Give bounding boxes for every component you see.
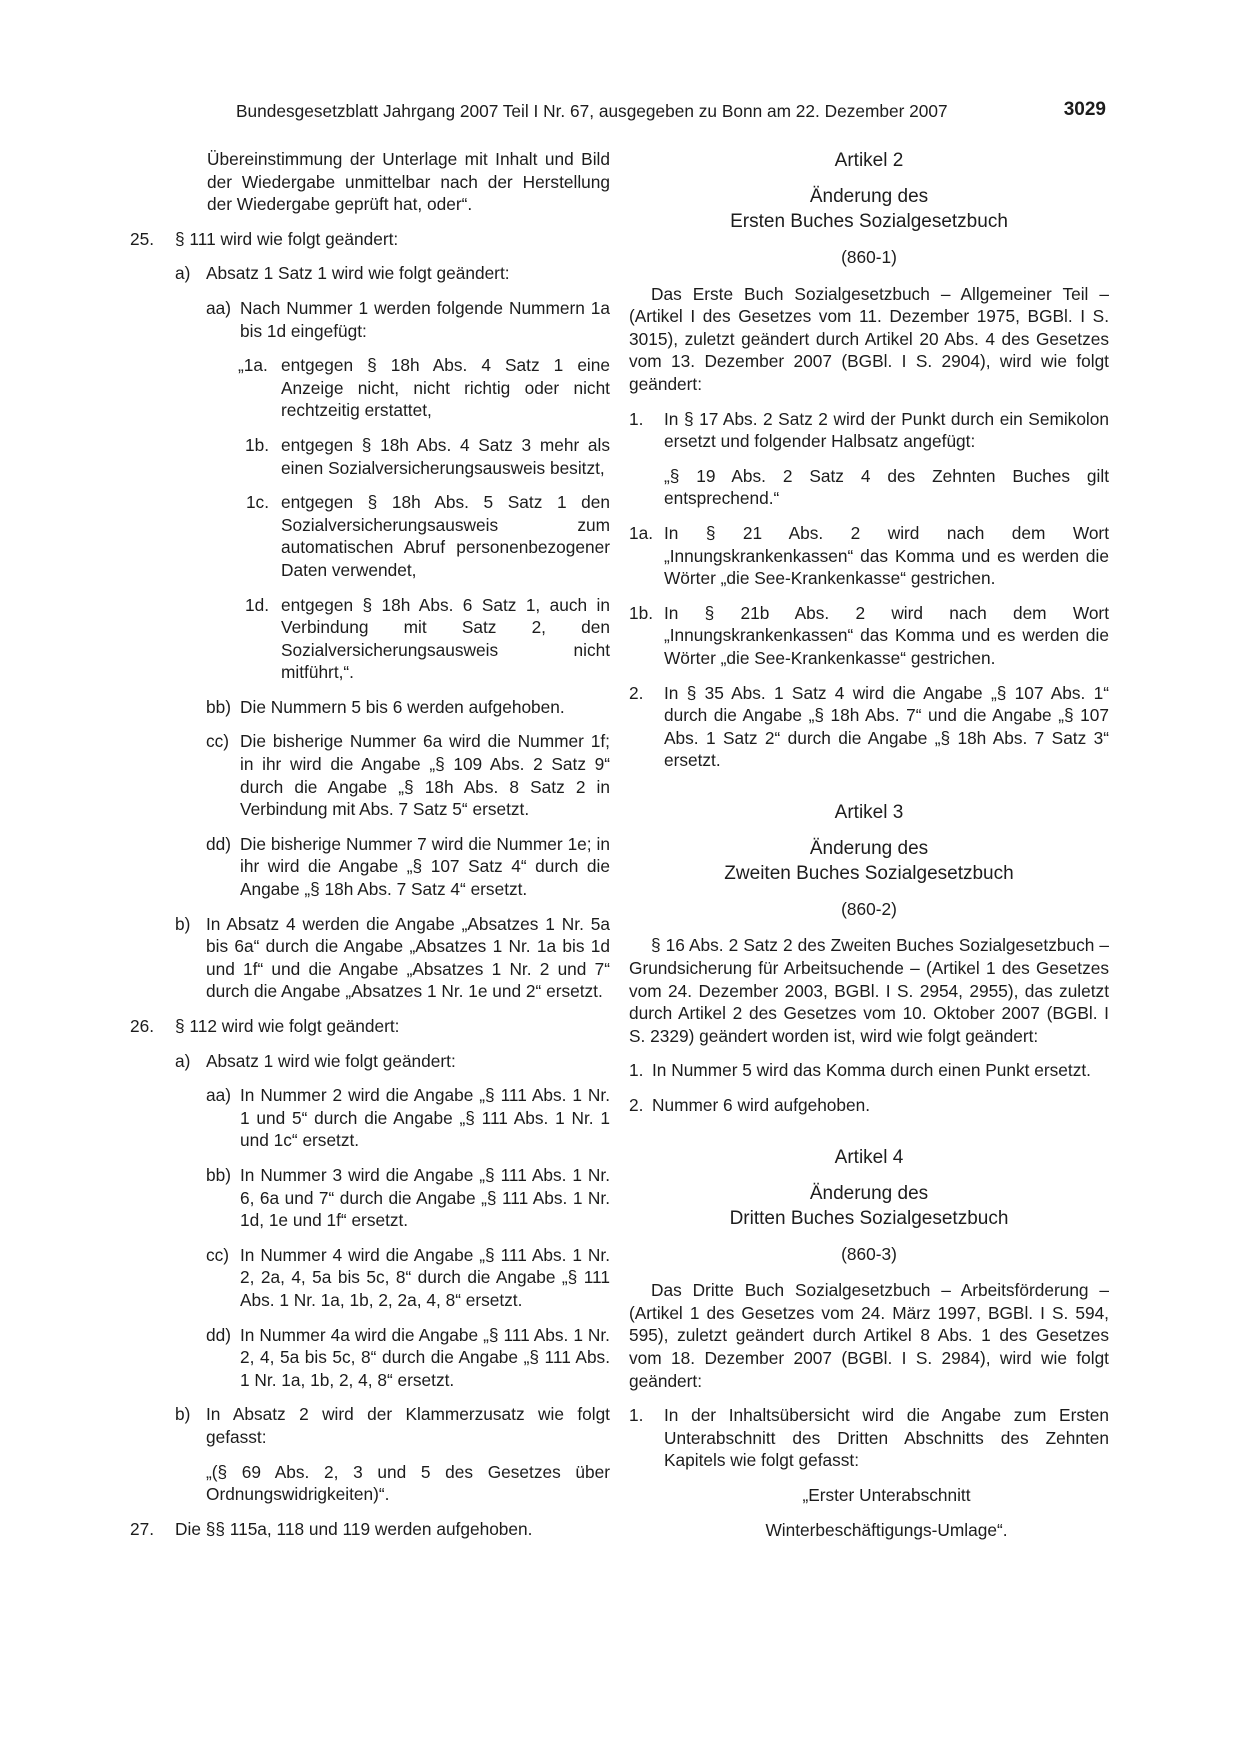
right-column (629, 148, 1109, 1541)
item-label: 1d. (244, 594, 269, 615)
art2-item-1a (629, 522, 1109, 590)
art3-item-1 (629, 1059, 1109, 1082)
item-text: Nummer 6 wird aufgehoben. (652, 1095, 871, 1116)
item-26-a-aa (206, 1084, 610, 1152)
article-intro: Das Dritte Buch Sozialgesetzbuch – Arbeitsförderung – (Artikel 1 des Gesetzes vom 24. März 1997, BGBl. I S. 594, 595), zuletzt geändert durch Artikel 8 Abs. 1 des Gesetzes vom 18. Dezember 2007 (BGBl. I S. 2984), wird wie folgt geändert: (629, 1280, 1109, 1391)
item-26-a-cc (206, 1244, 610, 1312)
item-label: cc) (206, 731, 230, 752)
article-code: (860-3) (841, 1243, 897, 1264)
item-25-a-bb (206, 696, 610, 719)
article-subheading: Änderung des (809, 1182, 929, 1204)
item-text: In Nummer 2 wird die Angabe „§ 111 Abs. 1 Nr. 1 und 5“ durch die Angabe „§ 111 Abs. 1 Nr. 1 und 1c“ ersetzt. (240, 1085, 610, 1151)
article-intro: Das Erste Buch Sozialgesetzbuch – Allgemeiner Teil – (Artikel I des Gesetzes vom 11. Dezember 1975, BGBl. I S. 3015), zuletzt geändert durch Artikel 20 Abs. 4 des Gesetzes vom 13. Dezember 2007 (BGBl. I S. 2904), wird wie folgt geändert: (629, 283, 1109, 394)
item-25-a-aa-1b (238, 434, 610, 479)
item-text: In Nummer 3 wird die Angabe „§ 111 Abs. 1 Nr. 6, 6a und 7“ durch die Angabe „§ 111 Abs. 1 Nr. 1d, 1e und 1f“ ersetzt. (240, 1164, 610, 1231)
item-25-b (175, 913, 610, 1003)
item-label: 1b. (244, 434, 269, 455)
article-subheading: Zweiten Buches Sozialgesetzbuch (724, 862, 1014, 884)
item-25-a (175, 262, 610, 285)
item-text: In Absatz 2 wird der Klammerzusatz wie folgt gefasst: (206, 1404, 610, 1447)
article-heading: Artikel 2 (834, 150, 904, 171)
article-subheading: Änderung des (809, 186, 929, 207)
item-27 (130, 1518, 610, 1541)
quote-text: Winterbeschäftigungs-Umlage“. (765, 1519, 1008, 1540)
page-number: 3029 (1063, 99, 1106, 120)
page-header (236, 100, 1106, 126)
art4-item-1 (629, 1404, 1109, 1472)
item-text: In Nummer 4a wird die Angabe „§ 111 Abs. 1 Nr. 2, 4, 5a bis 5c, 8“ durch die Angabe „§ 111 Abs. 1 Nr. 1a, 1b, 2, 4, 8“ ersetzt. (240, 1324, 610, 1390)
item-text: entgegen § 18h Abs. 6 Satz 1, auch in Verbindung mit Satz 2, den Sozialversicherungsausweis nicht mitführt,“. (281, 594, 610, 683)
item-text: In Absatz 4 werden die Angabe „Absatzes 1 Nr. 5a bis 6a“ durch die Angabe „Absatzes 1 Nr. 1a bis 1d und 1f“ und die Angabe „Absatzes 1 Nr. 2 und 7“ durch die Angabe „Absatzes 1 Nr. 1e und 2“ ersetzt. (206, 913, 610, 1002)
item-label: 2. (629, 682, 644, 703)
item-text: Die Nummern 5 bis 6 werden aufgehoben. (240, 696, 565, 717)
item-26-a-dd (206, 1324, 610, 1392)
item-text: § 112 wird wie folgt geändert: (175, 1016, 400, 1036)
item-label: dd) (206, 833, 231, 854)
item-label: 2. (629, 1095, 644, 1116)
item-label: 27. (130, 1518, 155, 1539)
quote-text: „(§ 69 Abs. 2, 3 und 5 des Gesetzes über Ordnungswidrigkeiten)“. (206, 1461, 610, 1505)
article-heading: Artikel 3 (834, 801, 904, 823)
article-subheading: Ersten Buches Sozialgesetzbuch (730, 211, 1008, 232)
item-text: In § 35 Abs. 1 Satz 4 wird die Angabe „§ 107 Abs. 1“ durch die Angabe „§ 18h Abs. 7“ und die Angabe „§ 107 Abs. 1 Satz 2“ durch die Angabe „§ 18h Abs. 7 Satz 3“ ersetzt. (664, 682, 1109, 771)
item-25-a-aa (206, 297, 610, 342)
item-label: 1. (629, 1060, 644, 1081)
item-text: entgegen § 18h Abs. 4 Satz 3 mehr als einen Sozialversicherungsausweis besitzt, (281, 434, 610, 478)
item-label: 25. (130, 228, 155, 249)
quote-text: „§ 19 Abs. 2 Satz 4 des Zehnten Buches gilt entsprechend.“ (664, 465, 1109, 509)
continuation-text: Übereinstimmung der Unterlage mit Inhalt und Bild der Wiedergabe unmittelbar nach der Herstellung der Wiedergabe geprüft hat, oder“. (207, 149, 610, 215)
item-25-a-aa-1a (238, 354, 610, 422)
art2-item-1b (629, 602, 1109, 670)
item-label: 26. (130, 1016, 155, 1036)
article-subheading: Dritten Buches Sozialgesetzbuch (729, 1207, 1009, 1229)
item-label: b) (175, 1404, 191, 1425)
item-text: Nach Nummer 1 werden folgende Nummern 1a bis 1d eingefügt: (240, 297, 610, 341)
item-label: aa) (206, 1085, 231, 1106)
art2-item-1 (629, 408, 1109, 453)
running-header: Bundesgesetzblatt Jahrgang 2007 Teil I Nr. 67, ausgegeben zu Bonn am 22. Dezember 2007 (236, 101, 948, 121)
left-column (130, 148, 610, 1540)
item-26 (130, 1015, 610, 1038)
item-label: 1. (629, 408, 644, 429)
item-label: a) (175, 263, 191, 284)
item-text: In der Inhaltsübersicht wird die Angabe zum Ersten Unterabschnitt des Dritten Abschnitts des Zehnten Kapitels wie folgt gefasst: (664, 1405, 1109, 1471)
item-label: bb) (206, 696, 231, 717)
item-label: 1. (629, 1405, 644, 1426)
item-label: „1a. (238, 355, 268, 376)
item-text: Die §§ 115a, 118 und 119 werden aufgehoben. (175, 1518, 533, 1539)
item-text: In § 21b Abs. 2 wird nach dem Wort „Innungskrankenkassen“ das Komma und es werden die Wörter „die See-Krankenkasse“ gestrichen. (664, 602, 1109, 668)
item-26-a-bb (206, 1164, 610, 1232)
item-label: b) (175, 913, 191, 934)
item-26-b (175, 1403, 610, 1448)
quote-text: „Erster Unterabschnitt (802, 1484, 971, 1505)
item-label: aa) (206, 297, 231, 318)
item-label: bb) (206, 1164, 231, 1185)
article-code: (860-1) (841, 247, 897, 267)
art2-item-2 (629, 682, 1109, 772)
art3-item-2 (629, 1094, 1109, 1117)
item-text: entgegen § 18h Abs. 4 Satz 1 eine Anzeige nicht, nicht richtig oder nicht rechtzeitig erstattet, (281, 355, 610, 421)
article-code: (860-2) (841, 898, 897, 919)
item-25-a-cc (206, 730, 610, 820)
item-25-a-aa-1d (238, 594, 610, 684)
item-text: In Nummer 5 wird das Komma durch einen Punkt ersetzt. (652, 1060, 1091, 1081)
item-label: 1a. (629, 522, 654, 543)
item-26-a (175, 1050, 610, 1073)
item-label: a) (175, 1050, 191, 1071)
item-text: Absatz 1 Satz 1 wird wie folgt geändert: (206, 263, 510, 284)
item-text: Absatz 1 wird wie folgt geändert: (206, 1050, 456, 1071)
item-text: In § 21 Abs. 2 wird nach dem Wort „Innungskrankenkassen“ das Komma und es werden die Wörter „die See-Krankenkasse“ gestrichen. (664, 522, 1109, 589)
article-intro: § 16 Abs. 2 Satz 2 des Zweiten Buches Sozialgesetzbuch – Grundsicherung für Arbeitsuchende – (Artikel 1 des Gesetzes vom 24. Dezember 2003, BGBl. I S. 2954, 2955), das zuletzt durch Artikel 2 des Gesetzes vom 10. Oktober 2007 (BGBl. I S. 2329) geändert worden ist, wird wie folgt geändert: (629, 935, 1109, 1046)
article-heading: Artikel 4 (834, 1146, 904, 1168)
item-label: cc) (206, 1244, 230, 1265)
item-label: 1c. (245, 492, 269, 513)
item-text: § 111 wird wie folgt geändert: (175, 228, 399, 249)
item-25 (130, 228, 610, 251)
item-text: Die bisherige Nummer 7 wird die Nummer 1e; in ihr wird die Angabe „§ 107 Satz 4“ durch die Angabe „§ 18h Abs. 7 Satz 4“ ersetzt. (240, 833, 610, 900)
article-subheading: Änderung des (809, 837, 929, 859)
item-text: In Nummer 4 wird die Angabe „§ 111 Abs. 1 Nr. 2, 2a, 4, 5a bis 5c, 8“ durch die Angabe „§ 111 Abs. 1 Nr. 1a, 1b, 2, 2a, 4, 8“ ersetzt. (240, 1244, 610, 1310)
item-text: Die bisherige Nummer 6a wird die Nummer 1f; in ihr wird die Angabe „§ 109 Abs. 2 Satz 9“ durch die Angabe „§ 18h Abs. 8 Satz 2 in Verbindung mit Abs. 7 Satz 5“ ersetzt. (240, 731, 610, 820)
item-25-a-dd (206, 833, 610, 901)
item-text: entgegen § 18h Abs. 5 Satz 1 den Sozialversicherungsausweis zum automatischen Abruf personenbezogener Daten verwendet, (281, 492, 610, 580)
item-25-a-aa-1c (238, 491, 610, 581)
item-text: In § 17 Abs. 2 Satz 2 wird der Punkt durch ein Semikolon ersetzt und folgender Halbsatz angefügt: (664, 408, 1109, 452)
item-label: dd) (206, 1324, 231, 1345)
item-label: 1b. (629, 602, 654, 623)
